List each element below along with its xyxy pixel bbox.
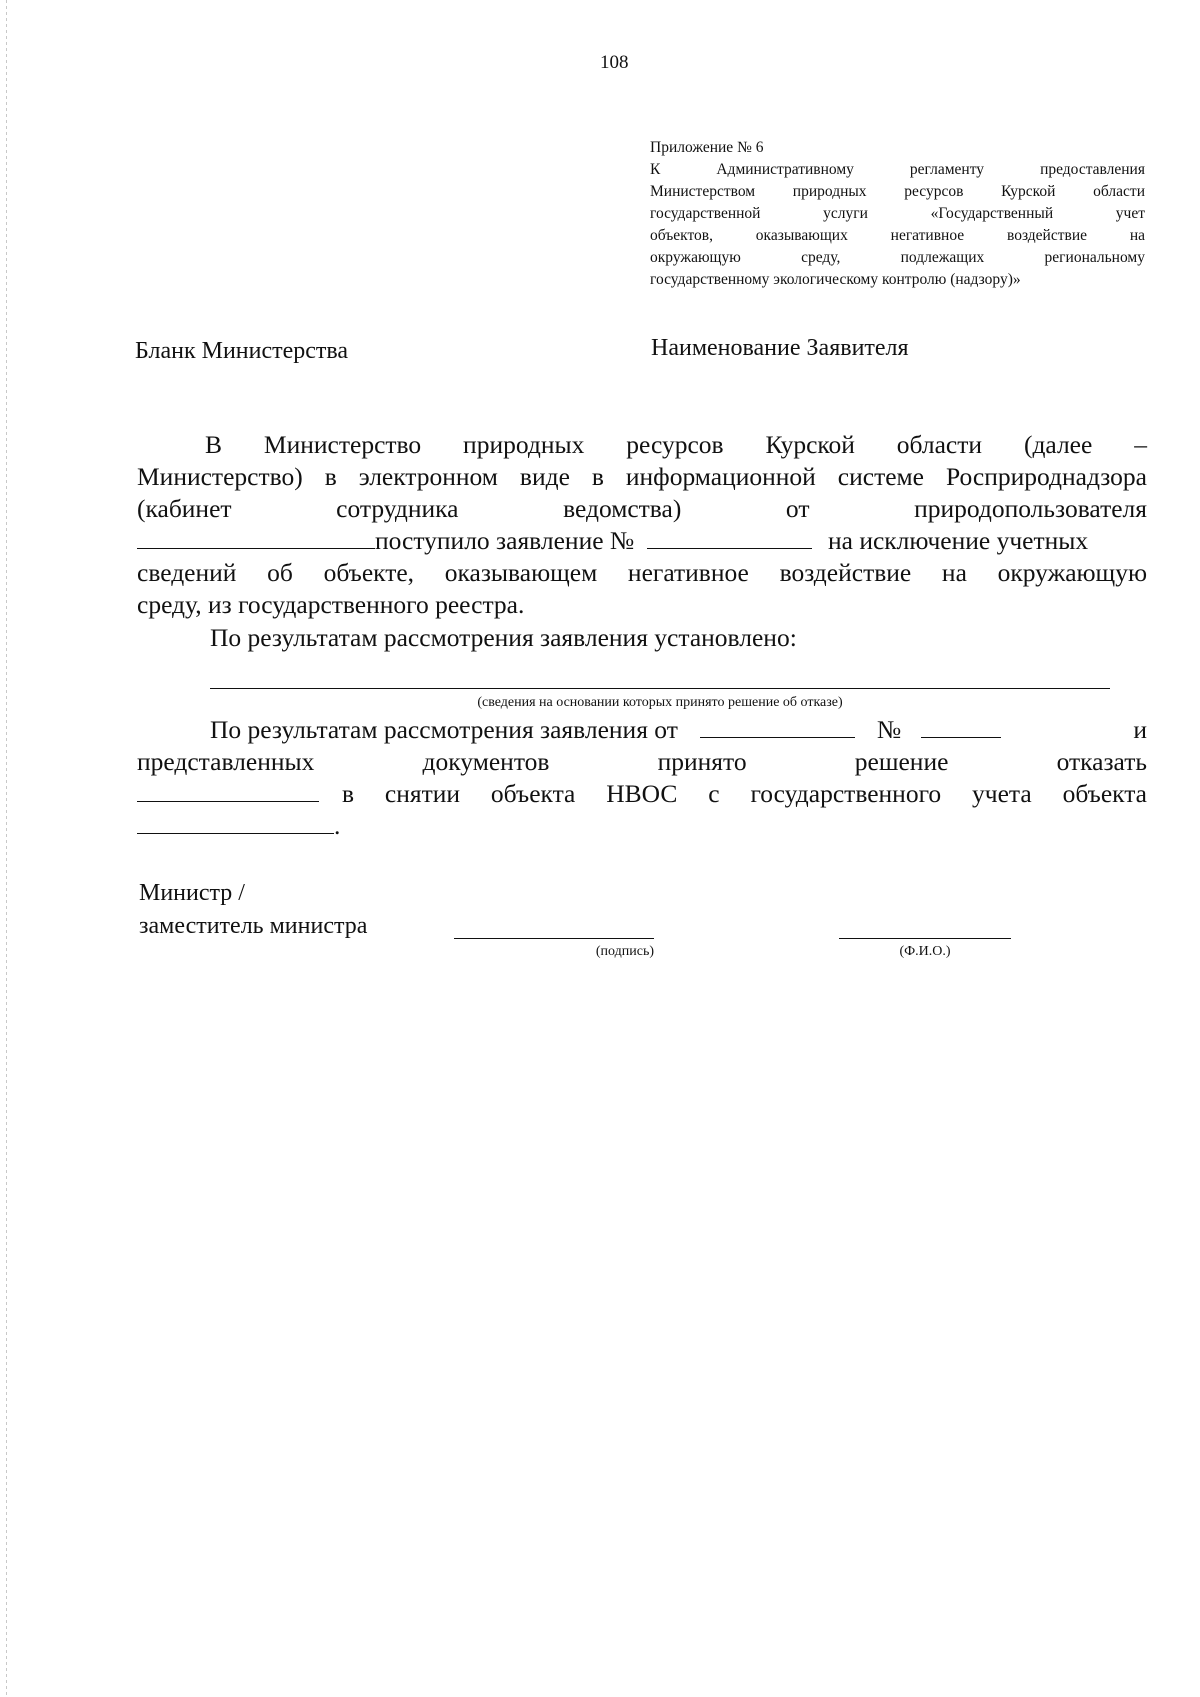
applicant-name-label: Наименование Заявителя (651, 335, 909, 361)
appendix-line: К Административному регламенту предоставления (650, 161, 1145, 178)
appendix-title: Приложение № 6 (650, 139, 764, 156)
paragraph-3-line-3 (137, 779, 1147, 809)
signature-caption: (подпись) (595, 944, 654, 959)
signer-role-line-2: заместитель министра (139, 913, 368, 939)
ministry-letterhead-label: Бланк Министерства (135, 338, 349, 364)
paragraph-1-line-6: среду, из государственного реестра. (137, 590, 525, 619)
number-sign: № (876, 715, 902, 744)
period: . (334, 811, 341, 840)
appendix-block (650, 137, 1145, 291)
reason-caption: (сведения на основании которых принято решение об отказе) (477, 695, 843, 710)
appendix-line: объектов, оказывающих негативное воздействие на (650, 227, 1145, 244)
appendix-line: государственному экологическому контролю (надзору)» (650, 271, 1021, 288)
application-number-blank (647, 526, 812, 549)
appendix-line: государственной услуги «Государственный учет (650, 205, 1145, 222)
signer-role-line-1: Министр / (139, 880, 245, 906)
object-blank (137, 811, 334, 834)
number-blank (921, 715, 1001, 738)
user-name-blank (137, 526, 375, 549)
scan-edge-line (6, 0, 7, 1697)
removal-text: в снятии объекта НВОС с государственного учета объекта (342, 779, 1147, 808)
refusal-blank (137, 779, 319, 802)
full-name-caption: (Ф.И.О.) (899, 944, 951, 959)
full-name-line (839, 938, 1011, 939)
paragraph-1-line-5: сведений об объекте, оказывающем негативное воздействие на окружающую (137, 558, 1147, 587)
appendix-line: Министерством природных ресурсов Курской области (650, 183, 1145, 200)
and-text: и (1133, 715, 1147, 744)
paragraph-2: По результатам рассмотрения заявления установлено: (210, 623, 797, 652)
signature-line (454, 938, 654, 939)
paragraph-3-line-1 (210, 715, 1147, 745)
date-blank (700, 715, 855, 738)
exclusion-text: на исключение учетных (827, 526, 1089, 555)
reason-blank-line (210, 688, 1110, 689)
page-number: 108 (600, 52, 629, 73)
paragraph-1-line-4 (137, 526, 1088, 556)
paragraph-3-line-2: представленных документов принято решение отказать (137, 747, 1147, 776)
received-text: поступило заявление № (375, 526, 635, 555)
paragraph-1-line-1: В Министерство природных ресурсов Курской области (далее – (205, 430, 1147, 459)
paragraph-1-line-2: Министерство) в электронном виде в информационной системе Росприроднадзора (137, 462, 1147, 491)
decision-intro-text: По результатам рассмотрения заявления от (210, 715, 678, 744)
paragraph-3-line-4 (137, 811, 340, 841)
paragraph-1-line-3: (кабинет сотрудника ведомства) от природопользователя (137, 494, 1147, 523)
appendix-line: окружающую среду, подлежащих региональному (650, 249, 1145, 266)
